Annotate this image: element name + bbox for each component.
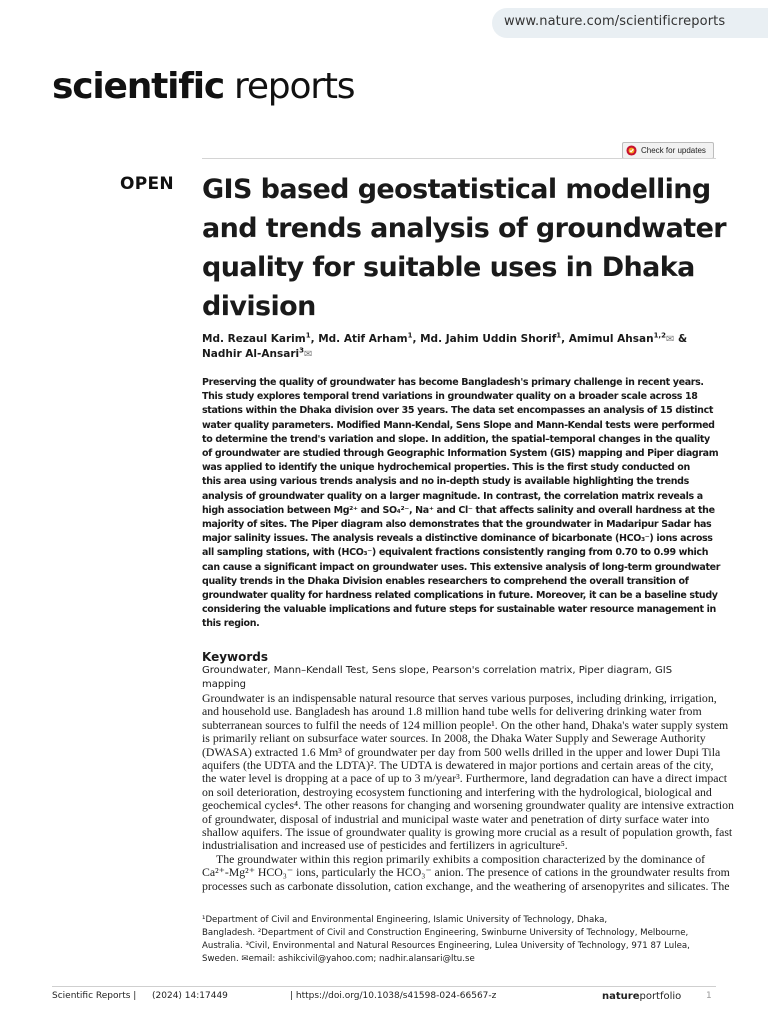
check-for-updates-button[interactable] [622,142,714,159]
body-line: aquifers (the UDTA and the LDTA)². The UDTA is dewatered in major portions and certain areas of the city, [202,758,714,773]
body-line: subterranean sources to fulfil the needs of 124 million people¹. On the other hand, Dhaka's water supply system [202,717,729,732]
author-name[interactable]: , Md. Jahim Uddin Shorif [412,333,557,345]
abstract-line: was applied to identify the unique hydrochemical properties. This is the first study conducted on [202,462,690,474]
body-line: shallow aquifers. The issue of groundwater quality is growing more crucial as a result of population growth, fast [202,825,733,840]
affiliation-line: Australia. ³Civil, Environmental and Natural Resources Engineering, Lulea University of Technology, 971 87 Lulea, [202,941,690,951]
nature-portfolio-logo-bold: nature [602,991,640,1002]
open-access-label: OPEN [120,174,174,194]
abstract-line: analysis of groundwater quality on a larger magnitude. In contrast, the correlation matrix reveals a [202,490,703,502]
author-line-1 [202,332,722,347]
journal-logo [52,66,354,107]
abstract-line: majority of sites. The Piper diagram also demonstrates that the groundwater in Madaripur Sadar has [202,519,712,531]
body-line: (DWASA) extracted 1.6 Mm³ of groundwater per day from 500 wells drilled in the upper and lower Dupi Tila [202,744,721,759]
body-line: The groundwater within this region primarily exhibits a composition characterized by the dominance of [216,851,706,866]
keywords-line [202,650,718,678]
abstract-line: quality trends in the Dhaka Division enables researchers to comprehend the overall transition of [202,575,689,587]
envelope-icon[interactable]: ✉ [665,334,675,345]
abstract-line: of groundwater are studied through Geographic Information System (GIS) mapping and Piper diagram [202,448,719,460]
footer-divider [52,986,716,987]
body-line: geochemical cycles⁴. The other reasons for changing and worsening groundwater quality are intensive extraction [202,798,734,813]
abstract-line: to determine the trend's variation and slope. In addition, the spatial–temporal changes in the quality [202,433,710,445]
author-affiliation-sup: 1 [305,331,311,340]
check-for-updates-icon [626,145,637,156]
body-line: industrialisation and increased use of pesticides and fertilizers in agriculture⁵. [202,838,568,853]
abstract-line: high association between Mg²⁺ and SO₄²⁻, Na⁺ and Cl⁻ that affects salinity and overall hardness at the [202,504,715,516]
author-affiliation-sup: 1,2 [653,331,666,340]
abstract-line: stations within the Dhaka division over 35 years. The data set encompasses an analysis of 15 distinct [202,405,714,417]
abstract-line: this area using various trends analysis and no in-depth study is available highlighting the trends [202,476,689,488]
article-title [202,170,726,326]
abstract-line: groundwater quality for hardness related complications in future. Moreover, it can be a baseline study [202,590,718,602]
nature-portfolio-logo [602,991,681,1002]
keywords [202,650,718,692]
footer-volume: (2024) 14:17449 [152,991,228,1001]
keywords-heading: Keywords [202,650,269,664]
envelope-icon[interactable]: ✉ [303,349,313,360]
body-line: and household use. Bangladesh has around 1.8 million hand tube wells for delivering drinking water from [202,704,702,719]
author-name[interactable]: Nadhir Al-Ansari [202,348,300,360]
affiliation-line[interactable]: Sweden. ✉email: ashikcivil@yahoo.com; nadhir.alansari@ltu.se [202,954,475,964]
abstract-line: This study explores temporal trend variations in groundwater quality on a broader scale across 18 [202,391,698,403]
body-line: processes such as carbonate dissolution, cation exchange, and the weathering of arsenopyrites and silicates. The [202,878,730,893]
body-line: is primarily reliant on subsurface water sources. In 2008, the Dhaka Water Supply and Sewerage Authority [202,731,706,746]
abstract-line: all sampling stations, with (HCO₃⁻) equivalent fractions consistently ranging from 0.70 to 0.99 which [202,547,709,559]
page-number: 1 [706,991,712,1001]
header-divider [202,158,716,159]
keywords-text: Groundwater, Mann–Kendall Test, Sens slope, Pearson's correlation matrix, Piper diagram, GIS [202,665,673,676]
title-line: quality for suitable uses in Dhaka [202,252,695,283]
author-line-2 [202,347,722,362]
author-conjunction: & [674,333,688,345]
abstract-line: considering the valuable implications and future steps for sustainable water resource management in [202,604,716,616]
check-for-updates-label: Check for updates [641,146,706,155]
title-line: and trends analysis of groundwater [202,213,726,244]
author-affiliation-sup: 3 [299,346,304,355]
abstract-line: major salinity issues. The analysis reveals a distinctive dominance of bicarbonate (HCO₃⁻) ions across [202,533,713,545]
body-line: Ca²⁺-Mg²⁺ HCO₃⁻ ions, particularly the HCO₃⁻ anion. The presence of cations in the groundwater results from [202,865,730,880]
author-name[interactable]: , Md. Atif Arham [310,333,408,345]
author-name[interactable]: , Amimul Ahsan [561,333,654,345]
author-affiliation-sup: 1 [556,331,562,340]
nature-portfolio-logo-light: portfolio [639,991,682,1002]
journal-logo-bold: scientific [52,66,225,107]
footer-doi-link[interactable]: | https://doi.org/10.1038/s41598-024-66567-z [290,991,497,1001]
abstract [202,376,721,632]
body-line: the water level is dropping at a pace of up to 3 m/year³. Furthermore, land degradation can have a direct impact [202,771,728,786]
journal-logo-light: reports [234,66,355,107]
abstract-line: Preserving the quality of groundwater has become Bangladesh's primary challenge in recent years. [202,377,704,388]
footer-journal: Scientific Reports | [52,991,137,1001]
affiliation-line: ¹Department of Civil and Environmental Engineering, Islamic University of Technology, Dhaka, [202,915,608,925]
title-line: division [202,291,316,322]
author-list [202,332,722,362]
body-text [202,691,734,893]
affiliations [202,914,718,966]
body-line: on soil deterioration, destroying ecosystem functioning and interfering with the hydrological, biological and [202,784,712,799]
affiliation-line: Bangladesh. ²Department of Civil and Construction Engineering, Swinburne University of Technology, Melbourne, [202,928,689,938]
body-line: of groundwater, disposal of industrial and municipal waste water and penetration of dirty surface water into [202,811,710,826]
keywords-line: mapping [202,679,247,690]
abstract-line: this region. [202,618,260,630]
abstract-line: water quality parameters. Modified Mann-Kendal, Sens Slope and Mann-Kendal tests were performed [202,419,715,431]
title-line: GIS based geostatistical modelling [202,174,711,205]
author-affiliation-sup: 1 [407,331,413,340]
author-name[interactable]: Md. Rezaul Karim [202,333,306,345]
abstract-line: can cause a significant impact on groundwater uses. This extensive analysis of long-term groundwater [202,561,721,573]
body-line: Groundwater is an indispensable natural resource that serves various purposes, including drinking, irrigation, [202,691,717,705]
journal-url[interactable]: www.nature.com/scientificreports [504,14,726,29]
